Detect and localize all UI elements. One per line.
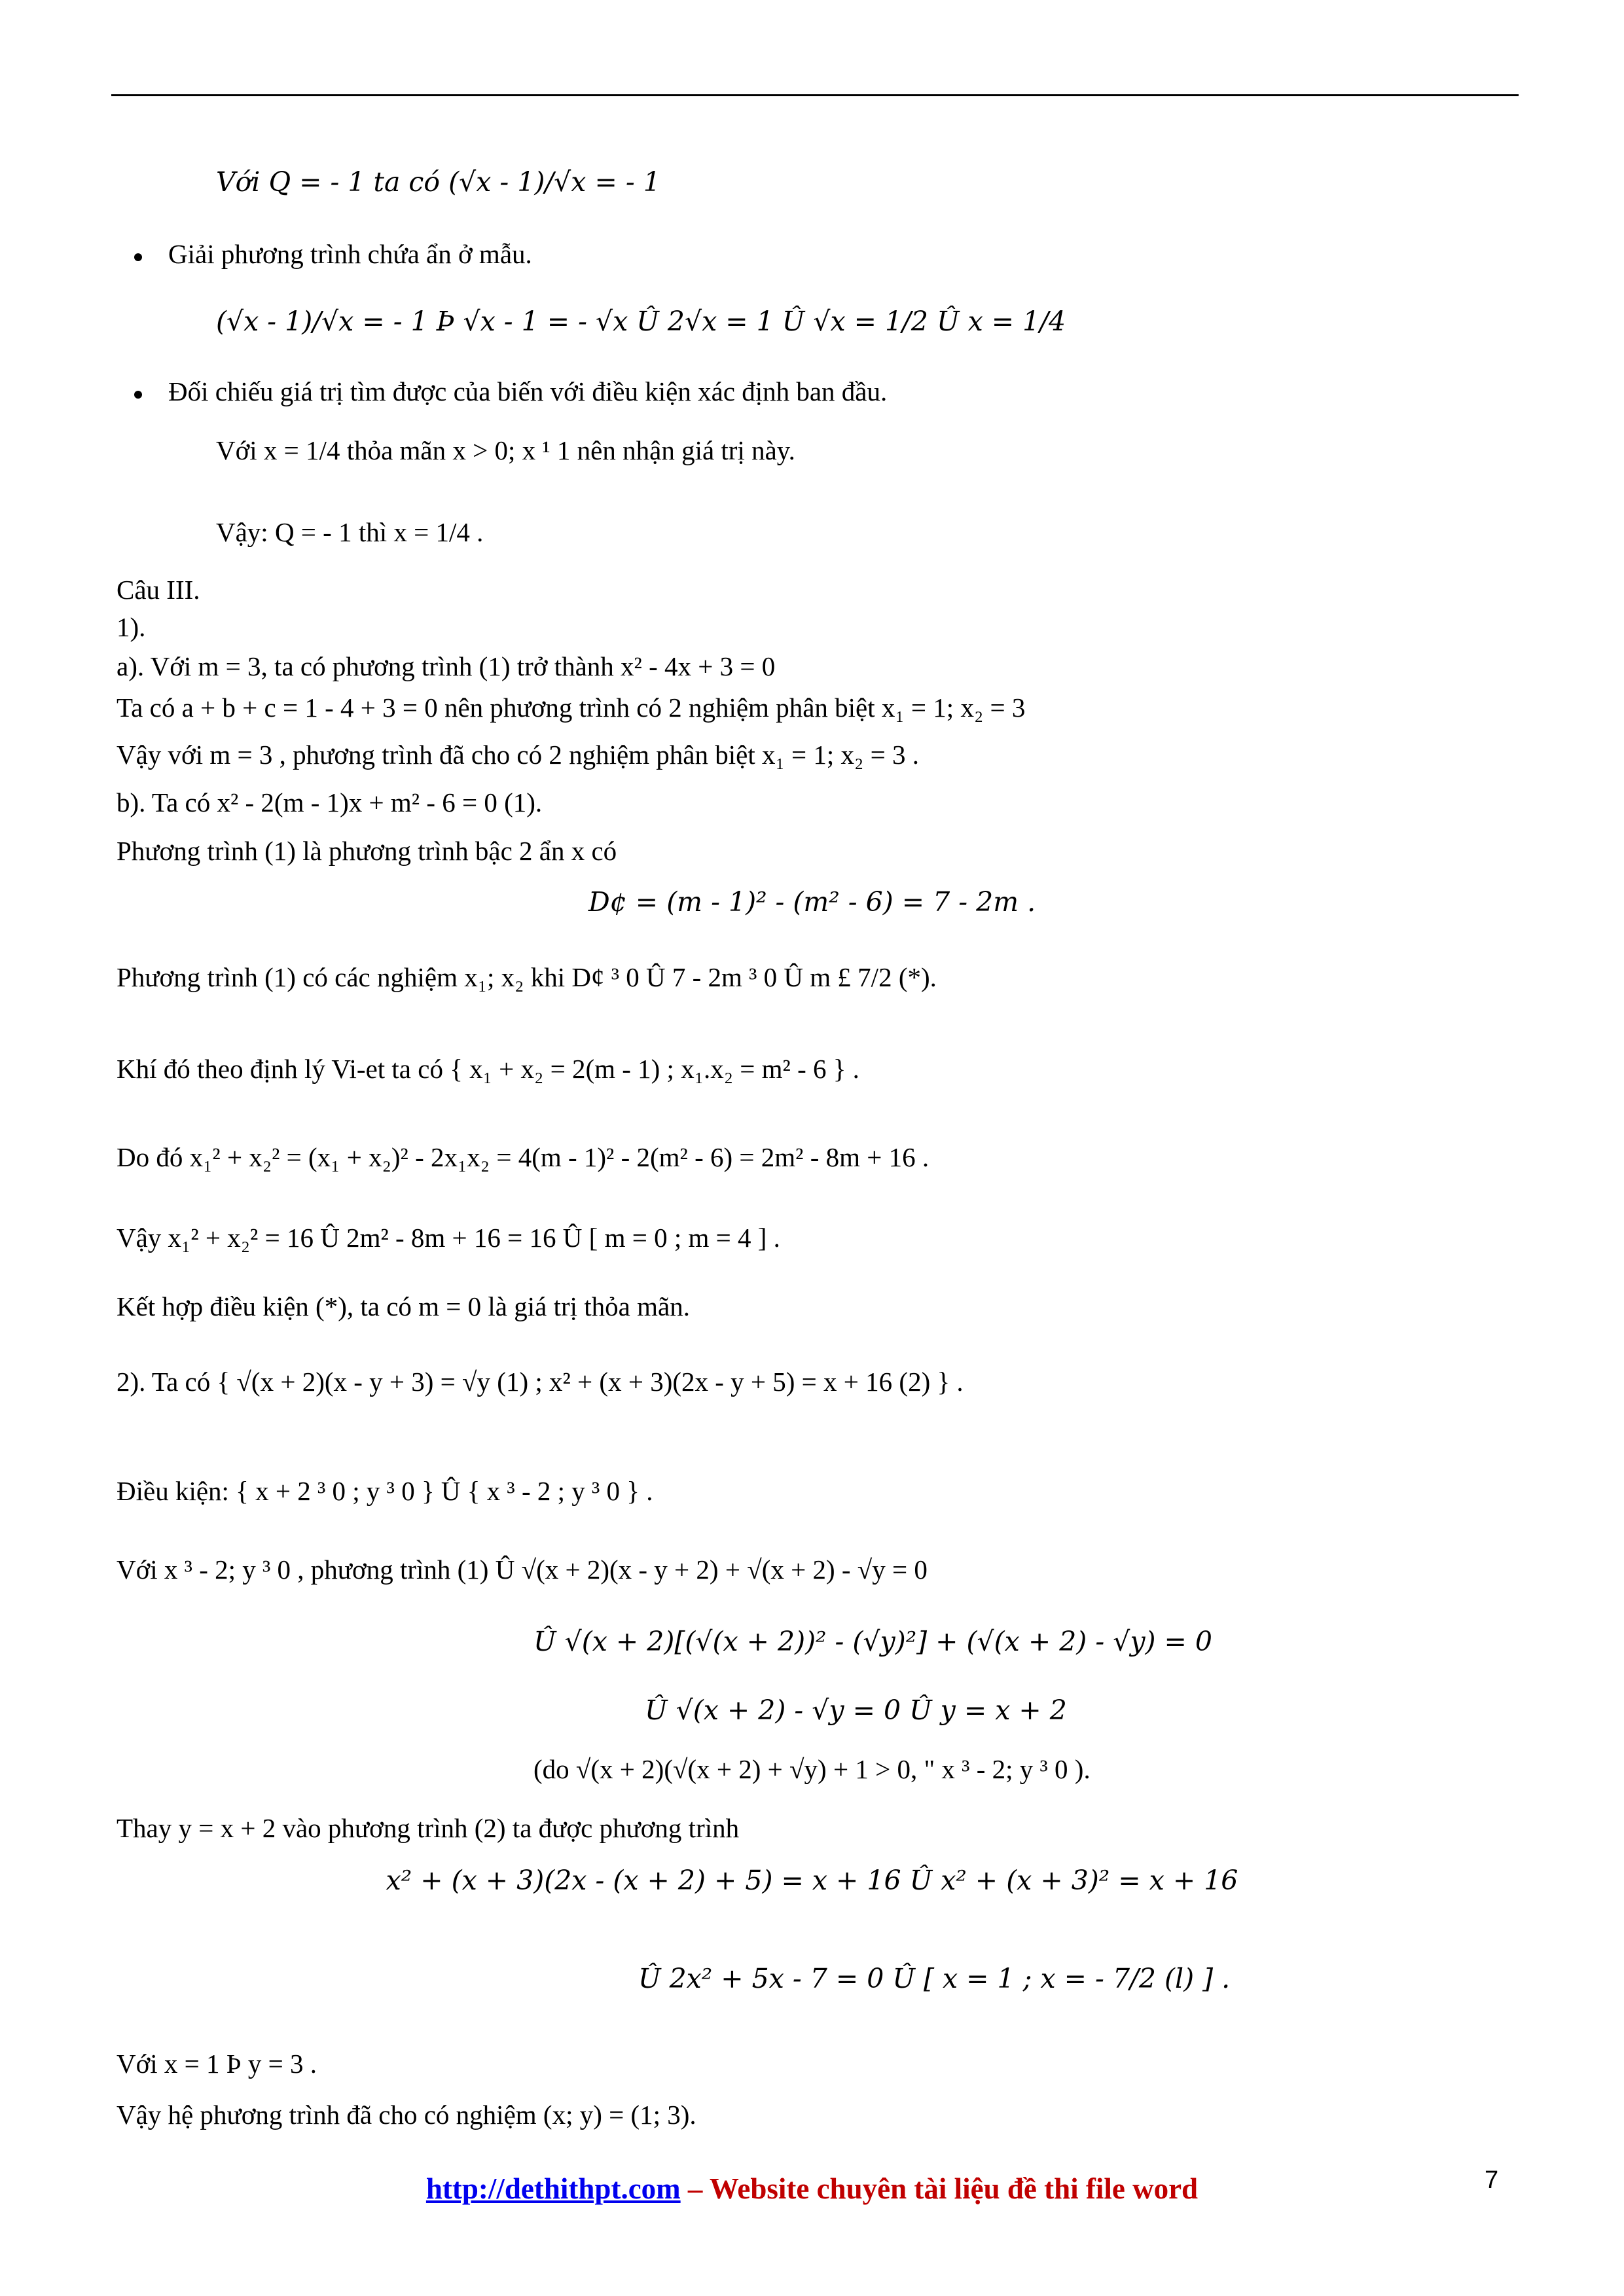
math-line: Û √(x + 2) - √y = 0 Û y = x + 2: [645, 1695, 1067, 1726]
math-line: x² + (x + 3)(2x - (x + 2) + 5) = x + 16 Û x² + (x + 3)² = x + 16: [386, 1865, 1238, 1896]
text-line: Với x = 1/4 thỏa mãn x > 0; x ¹ 1 nên nhận giá trị này.: [216, 435, 795, 465]
text-line: Kết hợp điều kiện (*), ta có m = 0 là giá trị thỏa mãn.: [117, 1291, 690, 1321]
text-line: Với x ³ - 2; y ³ 0 , phương trình (1) Û √(x + 2)(x - y + 2) + √(x + 2) - √y = 0: [117, 1554, 928, 1585]
text-line: b). Ta có x² - 2(m - 1)x + m² - 6 = 0 (1).: [117, 787, 543, 817]
text-line: a). Với m = 3, ta có phương trình (1) trở thành x² - 4x + 3 = 0: [117, 651, 776, 681]
text-line: Ta có a + b + c = 1 - 4 + 3 = 0 nên phương trình có 2 nghiệm phân biệt x₁ = 1; x₂ = 3: [117, 692, 1026, 723]
text-line: Phương trình (1) là phương trình bậc 2 ẩn x có: [117, 836, 617, 866]
text-line: 1).: [117, 612, 146, 642]
footer-link[interactable]: http://dethithpt.com: [425, 2172, 681, 2205]
footer: [0, 2172, 1624, 2206]
text-line: Vậy x₁² + x₂² = 16 Û 2m² - 8m + 16 = 16 Û [ m = 0 ; m = 4 ] .: [117, 1223, 780, 1253]
math-line: Û √(x + 2)[(√(x + 2))² - (√y)²] + (√(x + 2) - √y) = 0: [533, 1626, 1212, 1657]
bullet-item: Đối chiếu giá trị tìm được của biến với điều kiện xác định ban đầu.: [134, 376, 887, 407]
bullet-icon: [134, 253, 142, 261]
text-line: Vậy: Q = - 1 thì x = 1/4 .: [216, 517, 484, 547]
text-line: Khí đó theo định lý Vi-et ta có { x₁ + x₂ = 2(m - 1) ; x₁.x₂ = m² - 6 } .: [117, 1054, 859, 1084]
text-line: Vậy hệ phương trình đã cho có nghiệm (x; y) = (1; 3).: [117, 2100, 696, 2130]
header-rule: [111, 94, 1519, 96]
text-line: Phương trình (1) có các nghiệm x₁; x₂ khi D¢ ³ 0 Û 7 - 2m ³ 0 Û m £ 7/2 (*).: [117, 962, 937, 992]
text-line: Thay y = x + 2 vào phương trình (2) ta được phương trình: [117, 1813, 740, 1843]
page-number: 7: [1485, 2166, 1499, 2194]
text-line: 2). Ta có { √(x + 2)(x - y + 3) = √y (1) ; x² + (x + 3)(2x - y + 5) = x + 16 (2) } .: [117, 1367, 964, 1397]
text-line: Do đó x₁² + x₂² = (x₁ + x₂)² - 2x₁x₂ = 4(m - 1)² - 2(m² - 6) = 2m² - 8m + 16 .: [117, 1142, 929, 1172]
math-line: D¢ = (m - 1)² - (m² - 6) = 7 - 2m .: [588, 886, 1036, 918]
math-line: (√x - 1)/√x = - 1 Þ √x - 1 = - √x Û 2√x = 1 Û √x = 1/2 Û x = 1/4: [216, 306, 1066, 337]
text-line: (do √(x + 2)(√(x + 2) + √y) + 1 > 0, " x ³ - 2; y ³ 0 ).: [533, 1754, 1091, 1784]
section-heading: Câu III.: [117, 575, 200, 605]
text-line: Vậy với m = 3 , phương trình đã cho có 2 nghiệm phân biệt x₁ = 1; x₂ = 3 .: [117, 740, 919, 770]
bullet-icon: [134, 391, 142, 399]
footer-tagline: – Website chuyên tài liệu đề thi file word: [680, 2172, 1199, 2205]
text-line: Điều kiện: { x + 2 ³ 0 ; y ³ 0 } Û { x ³ - 2 ; y ³ 0 } .: [117, 1476, 653, 1506]
text-line: Với x = 1 Þ y = 3 .: [117, 2049, 317, 2079]
math-line: Û 2x² + 5x - 7 = 0 Û [ x = 1 ; x = - 7/2 (l) ] .: [638, 1963, 1231, 1994]
bullet-item: Giải phương trình chứa ẩn ở mẫu.: [134, 239, 532, 270]
text-line: Với Q = - 1 ta có (√x - 1)/√x = - 1: [216, 166, 660, 198]
